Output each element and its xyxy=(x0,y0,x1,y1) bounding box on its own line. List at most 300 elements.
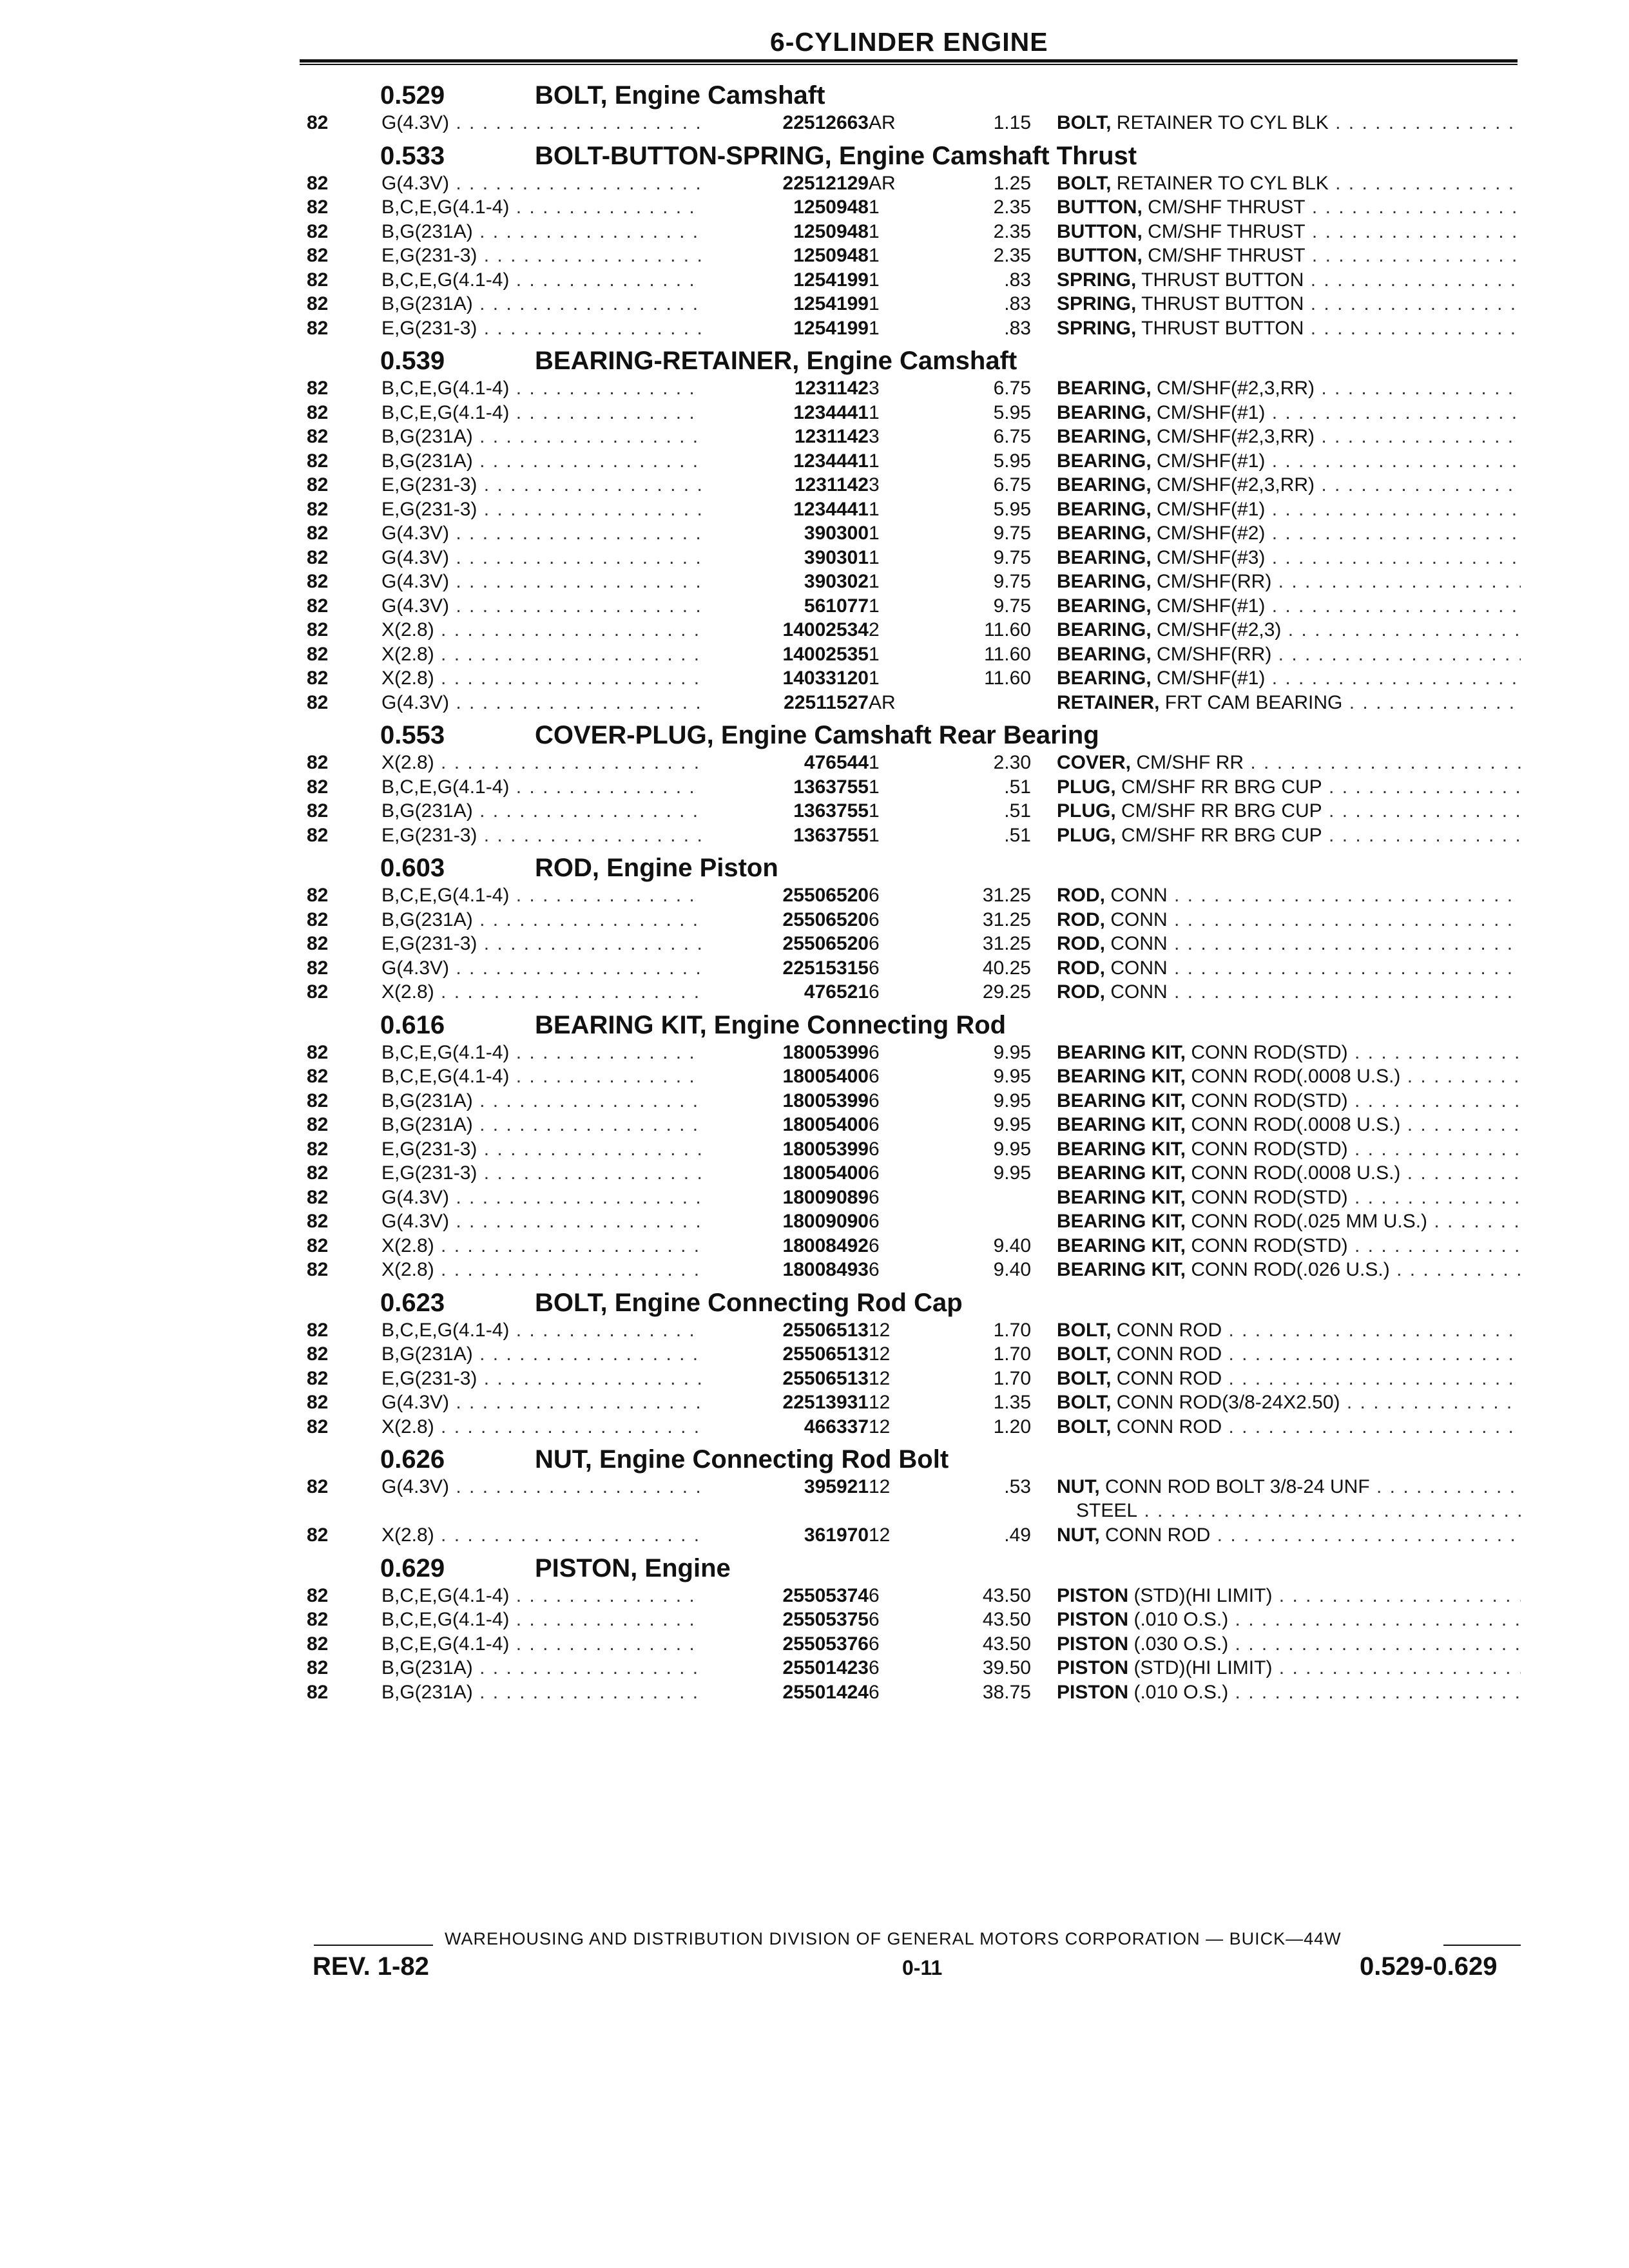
part-number: 18009090 xyxy=(702,1211,869,1233)
part-row xyxy=(0,1137,1629,1162)
part-description xyxy=(1057,1416,1521,1438)
part-noun: BEARING, xyxy=(1057,378,1152,399)
model-code: B,G(231A) . . . xyxy=(381,909,723,931)
footer-revision: REV. 1-82 xyxy=(313,1952,429,1981)
quantity: 3 xyxy=(869,378,880,399)
model-year: 82 xyxy=(307,245,329,266)
part-description xyxy=(1057,474,1521,496)
model-year: 82 xyxy=(307,776,329,798)
part-number: 22515315 xyxy=(702,957,869,979)
part-noun: BEARING, xyxy=(1057,595,1152,617)
quantity: 6 xyxy=(869,1584,880,1606)
list-price: 9.95 xyxy=(993,1066,1031,1087)
model-code: X(2.8) . . . xyxy=(381,1416,723,1438)
part-noun: ROD, xyxy=(1057,933,1105,954)
part-number: 18005400 xyxy=(702,1162,869,1184)
part-noun: ROD, xyxy=(1057,981,1105,1003)
quantity: 6 xyxy=(869,1681,880,1703)
quantity: 1 xyxy=(869,776,880,798)
model-year: 82 xyxy=(307,571,329,592)
part-number: 1363755 xyxy=(702,776,869,798)
part-number: 561077 xyxy=(702,595,869,617)
list-price: 11.60 xyxy=(984,643,1031,665)
header-rule-thin xyxy=(300,64,1518,65)
quantity: 6 xyxy=(869,1090,880,1111)
quantity: 6 xyxy=(869,1138,880,1160)
part-number: 22512663 xyxy=(702,112,869,134)
section-heading xyxy=(0,715,1629,751)
part-description-detail: CONN ROD(.026 U.S.) xyxy=(1186,1259,1390,1280)
part-description xyxy=(1057,1657,1521,1679)
part-row xyxy=(0,1318,1629,1343)
part-number: 14033120 xyxy=(702,668,869,689)
model-year: 82 xyxy=(307,1138,329,1160)
part-row xyxy=(0,1367,1629,1391)
part-noun: PISTON xyxy=(1057,1657,1129,1678)
quantity: 1 xyxy=(869,498,880,520)
list-price: 5.95 xyxy=(993,450,1031,472)
quantity: 6 xyxy=(869,1657,880,1678)
part-row xyxy=(0,883,1629,908)
model-year: 82 xyxy=(307,1392,329,1413)
part-description xyxy=(1057,595,1521,617)
part-row xyxy=(0,775,1629,800)
model-year: 82 xyxy=(307,498,329,520)
model-year: 82 xyxy=(307,378,329,399)
model-code: G(4.3V) . . . xyxy=(381,173,723,195)
part-noun: BEARING KIT, xyxy=(1057,1211,1186,1232)
part-number: 1234441 xyxy=(702,499,869,521)
part-noun: BEARING, xyxy=(1057,619,1152,640)
part-noun: BEARING, xyxy=(1057,450,1152,472)
quantity: 6 xyxy=(869,1162,880,1184)
part-number: 390302 xyxy=(702,571,869,593)
part-description-detail: CONN xyxy=(1105,981,1168,1003)
part-noun: BEARING, xyxy=(1057,546,1152,568)
part-number: 14002534 xyxy=(702,619,869,641)
part-description-detail: CONN ROD(.0008 U.S.) xyxy=(1186,1162,1401,1184)
part-noun: COVER, xyxy=(1057,752,1132,773)
model-code: B,C,E,G(4.1-4) . . . xyxy=(381,1042,723,1064)
model-year: 82 xyxy=(307,908,329,930)
section-code: 0.616 xyxy=(380,1010,445,1039)
footer-rule-right xyxy=(1443,1945,1521,1946)
model-code: X(2.8) . . . xyxy=(381,668,723,689)
part-row xyxy=(0,1475,1629,1523)
part-noun: BEARING, xyxy=(1057,474,1152,495)
part-row xyxy=(0,171,1629,196)
list-price: .51 xyxy=(1004,800,1031,822)
quantity: 6 xyxy=(869,1186,880,1208)
section-code: 0.529 xyxy=(380,81,445,110)
quantity: 12 xyxy=(869,1524,891,1546)
part-description-detail: CONN ROD BOLT 3/8-24 UNF xyxy=(1099,1476,1370,1497)
quantity: 6 xyxy=(869,1066,880,1087)
model-year: 82 xyxy=(307,1319,329,1341)
list-price: 2.35 xyxy=(993,220,1031,242)
quantity: 12 xyxy=(869,1343,891,1365)
part-description-detail: CONN ROD xyxy=(1111,1416,1222,1437)
list-price: 9.40 xyxy=(993,1259,1031,1280)
part-description-detail: CM/SHF(#2,3) xyxy=(1151,619,1282,640)
part-number: 22511527 xyxy=(702,692,869,714)
part-noun: PISTON xyxy=(1057,1609,1129,1630)
part-row xyxy=(0,908,1629,932)
part-description xyxy=(1057,1343,1521,1365)
list-price: 1.35 xyxy=(993,1392,1031,1413)
part-noun: BEARING, xyxy=(1057,668,1152,689)
part-description xyxy=(1057,173,1521,195)
part-description-detail: CM/SHF(#2,3,RR) xyxy=(1151,474,1315,495)
part-description-detail: CM/SHF(#3) xyxy=(1151,546,1266,568)
part-number: 1250948 xyxy=(702,221,869,243)
part-description-detail: CONN ROD(.0008 U.S.) xyxy=(1186,1066,1401,1087)
quantity: 6 xyxy=(869,1041,880,1063)
part-description xyxy=(1057,1162,1521,1184)
part-row xyxy=(0,292,1629,316)
model-code: B,C,E,G(4.1-4) . . . xyxy=(381,1066,723,1088)
list-price: 9.75 xyxy=(993,523,1031,544)
model-year: 82 xyxy=(307,1367,329,1389)
quantity: 1 xyxy=(869,450,880,472)
model-code: X(2.8) . . . xyxy=(381,981,723,1003)
model-code: B,G(231A) . . . xyxy=(381,1657,723,1679)
quantity: 6 xyxy=(869,981,880,1003)
part-noun: BOLT, xyxy=(1057,1392,1112,1413)
part-number: 14002535 xyxy=(702,644,869,666)
part-row xyxy=(0,1041,1629,1065)
part-description xyxy=(1057,1320,1521,1341)
part-row xyxy=(0,1523,1629,1548)
model-year: 82 xyxy=(307,668,329,689)
part-row xyxy=(0,666,1629,691)
part-description-detail: CONN ROD xyxy=(1111,1343,1222,1365)
part-number: 476544 xyxy=(702,752,869,774)
part-number: 1363755 xyxy=(702,800,869,822)
part-description xyxy=(1057,957,1521,979)
part-number: 18005399 xyxy=(702,1090,869,1112)
part-description-detail: CM/SHF(#1) xyxy=(1151,668,1266,689)
model-year: 82 xyxy=(307,197,329,218)
part-description-detail: CM/SHF(#1) xyxy=(1151,401,1266,423)
section-code: 0.629 xyxy=(380,1553,445,1582)
part-number: 18005399 xyxy=(702,1139,869,1160)
list-price: 43.50 xyxy=(982,1633,1031,1655)
part-number: 25501424 xyxy=(702,1682,869,1704)
part-row xyxy=(0,1113,1629,1137)
part-description-detail: THRUST BUTTON xyxy=(1136,293,1304,314)
part-noun: BEARING KIT, xyxy=(1057,1090,1186,1111)
part-noun: BOLT, xyxy=(1057,112,1112,133)
model-code: X(2.8) . . . xyxy=(381,619,723,641)
part-noun: BOLT, xyxy=(1057,172,1112,194)
part-noun: BUTTON, xyxy=(1057,197,1142,218)
part-description xyxy=(1057,800,1521,822)
part-description-detail: CONN ROD(3/8-24X2.50) xyxy=(1111,1392,1340,1413)
model-code: E,G(231-3) . . . xyxy=(381,933,723,955)
part-description-detail: CM/SHF(#1) xyxy=(1151,595,1266,617)
part-description xyxy=(1057,1524,1521,1546)
part-row xyxy=(0,956,1629,981)
part-description-detail: CM/SHF(#2,3,RR) xyxy=(1151,426,1315,447)
part-row xyxy=(0,1415,1629,1439)
quantity: 1 xyxy=(869,643,880,665)
part-description xyxy=(1057,1211,1521,1233)
section-heading xyxy=(0,135,1629,171)
part-noun: ROD, xyxy=(1057,885,1105,906)
model-year: 82 xyxy=(307,1259,329,1280)
model-code: G(4.3V) . . . xyxy=(381,1211,723,1233)
quantity: 1 xyxy=(869,523,880,544)
part-number: 1231142 xyxy=(702,378,869,399)
model-code: B,G(231A) . . . xyxy=(381,221,723,243)
quantity: 12 xyxy=(869,1476,891,1497)
quantity: 1 xyxy=(869,269,880,291)
model-code: G(4.3V) . . . xyxy=(381,523,723,544)
quantity: 1 xyxy=(869,293,880,314)
model-code: E,G(231-3) . . . xyxy=(381,474,723,496)
model-code: E,G(231-3) . . . xyxy=(381,1162,723,1184)
part-noun: SPRING, xyxy=(1057,269,1137,291)
part-noun: BEARING KIT, xyxy=(1057,1114,1186,1135)
list-price: 9.75 xyxy=(993,595,1031,617)
part-description xyxy=(1057,981,1521,1003)
model-year: 82 xyxy=(307,1609,329,1630)
list-price: 31.25 xyxy=(982,885,1031,906)
section-title: BOLT, Engine Connecting Rod Cap xyxy=(535,1288,963,1317)
parts-listing xyxy=(0,75,1629,1704)
list-price: 9.75 xyxy=(993,546,1031,568)
part-description-detail: CONN ROD xyxy=(1099,1524,1211,1546)
list-price: 2.35 xyxy=(993,197,1031,218)
quantity: 12 xyxy=(869,1392,891,1413)
part-noun: ROD, xyxy=(1057,908,1105,930)
part-description xyxy=(1057,112,1521,134)
model-year: 82 xyxy=(307,1162,329,1184)
part-row xyxy=(0,642,1629,667)
model-code: G(4.3V) . . . xyxy=(381,1392,723,1414)
model-code: B,C,E,G(4.1-4) . . . xyxy=(381,1320,723,1341)
model-year: 82 xyxy=(307,752,329,773)
part-number: 25506520 xyxy=(702,909,869,931)
part-number: 25506513 xyxy=(702,1343,869,1365)
list-price: 31.25 xyxy=(982,933,1031,954)
list-price: .51 xyxy=(1004,824,1031,846)
model-year: 82 xyxy=(307,474,329,495)
list-price: .49 xyxy=(1004,1524,1031,1546)
part-description xyxy=(1057,547,1521,569)
part-description-detail: CM/SHF(#2,3,RR) xyxy=(1151,378,1315,399)
section-code: 0.539 xyxy=(380,347,445,375)
part-description-detail: CONN xyxy=(1105,908,1168,930)
section-title: NUT, Engine Connecting Rod Bolt xyxy=(535,1445,949,1474)
quantity: 6 xyxy=(869,885,880,906)
quantity: 6 xyxy=(869,957,880,979)
part-description xyxy=(1057,776,1521,798)
model-code: G(4.3V) . . . xyxy=(381,595,723,617)
part-row xyxy=(0,1342,1629,1367)
part-number: 22512129 xyxy=(702,173,869,195)
list-price: 1.70 xyxy=(993,1319,1031,1341)
part-row xyxy=(0,497,1629,522)
section-title: BEARING KIT, Engine Connecting Rod xyxy=(535,1010,1007,1039)
list-price: 43.50 xyxy=(982,1584,1031,1606)
model-code: B,G(231A) . . . xyxy=(381,426,723,448)
part-description-detail: CM/SHF RR BRG CUP xyxy=(1115,800,1322,822)
part-number: 1231142 xyxy=(702,426,869,448)
part-noun: BOLT, xyxy=(1057,1319,1112,1341)
model-code: B,G(231A) . . . xyxy=(381,1090,723,1112)
list-price: 2.35 xyxy=(993,245,1031,266)
model-year: 82 xyxy=(307,957,329,979)
part-row xyxy=(0,1186,1629,1210)
part-number: 390301 xyxy=(702,547,869,569)
model-year: 82 xyxy=(307,172,329,194)
part-description xyxy=(1057,668,1521,689)
section-heading xyxy=(0,1548,1629,1584)
list-price: .51 xyxy=(1004,776,1031,798)
part-description xyxy=(1057,1585,1521,1607)
part-row xyxy=(0,618,1629,642)
part-row xyxy=(0,1680,1629,1705)
quantity: 1 xyxy=(869,317,880,339)
part-description xyxy=(1057,1682,1521,1704)
model-code: G(4.3V) . . . xyxy=(381,1476,723,1498)
quantity: 12 xyxy=(869,1319,891,1341)
section-code: 0.603 xyxy=(380,854,445,882)
part-noun: BEARING KIT, xyxy=(1057,1259,1186,1280)
model-year: 82 xyxy=(307,1681,329,1703)
part-description-detail: FRT CAM BEARING xyxy=(1159,691,1343,713)
part-noun: SPRING, xyxy=(1057,317,1137,339)
quantity: 6 xyxy=(869,1633,880,1655)
section-heading xyxy=(0,340,1629,376)
list-price: 9.95 xyxy=(993,1090,1031,1111)
part-description xyxy=(1057,1139,1521,1160)
list-price: 9.95 xyxy=(993,1162,1031,1184)
part-description xyxy=(1057,1259,1521,1281)
model-year: 82 xyxy=(307,1066,329,1087)
part-description xyxy=(1057,1368,1521,1390)
list-price: 9.40 xyxy=(993,1235,1031,1256)
model-year: 82 xyxy=(307,112,329,133)
quantity: 2 xyxy=(869,619,880,640)
list-price: 9.95 xyxy=(993,1114,1031,1135)
model-year: 82 xyxy=(307,1041,329,1063)
part-number: 18008492 xyxy=(702,1235,869,1257)
part-noun: BEARING, xyxy=(1057,571,1152,592)
list-price: .83 xyxy=(1004,293,1031,314)
part-description xyxy=(1057,909,1521,931)
part-description xyxy=(1057,221,1521,243)
part-description-detail: THRUST BUTTON xyxy=(1136,269,1304,291)
model-code: B,C,E,G(4.1-4) . . . xyxy=(381,197,723,218)
model-code: B,G(231A) . . . xyxy=(381,1682,723,1704)
part-description xyxy=(1057,692,1521,714)
part-number: 1254199 xyxy=(702,269,869,291)
part-description xyxy=(1057,1633,1521,1655)
model-code: E,G(231-3) . . . xyxy=(381,1139,723,1160)
part-number: 1250948 xyxy=(702,245,869,267)
part-description-detail: (STD)(HI LIMIT) xyxy=(1128,1657,1273,1678)
header-rule xyxy=(300,59,1518,62)
part-noun: SPRING, xyxy=(1057,293,1137,314)
part-description xyxy=(1057,644,1521,666)
part-row xyxy=(0,449,1629,474)
part-number: 466337 xyxy=(702,1416,869,1438)
part-description-detail: (.010 O.S.) xyxy=(1128,1609,1229,1630)
part-description xyxy=(1057,378,1521,399)
quantity: 6 xyxy=(869,933,880,954)
part-description-detail: CM/SHF THRUST xyxy=(1142,197,1306,218)
part-noun: NUT, xyxy=(1057,1524,1100,1546)
part-noun: NUT, xyxy=(1057,1476,1100,1497)
part-noun: RETAINER, xyxy=(1057,691,1160,713)
part-description xyxy=(1057,933,1521,955)
model-year: 82 xyxy=(307,293,329,314)
model-year: 82 xyxy=(307,824,329,846)
part-description-detail: CONN ROD(STD) xyxy=(1186,1186,1348,1208)
part-description xyxy=(1057,1187,1521,1209)
model-code: B,G(231A) . . . xyxy=(381,800,723,822)
model-year: 82 xyxy=(307,1657,329,1678)
model-code: B,C,E,G(4.1-4) . . . xyxy=(381,269,723,291)
quantity: 6 xyxy=(869,1211,880,1232)
model-code: X(2.8) . . . xyxy=(381,752,723,774)
list-price: .83 xyxy=(1004,269,1031,291)
quantity: 3 xyxy=(869,426,880,447)
quantity: 1 xyxy=(869,668,880,689)
part-description xyxy=(1057,1066,1521,1088)
part-description xyxy=(1057,426,1521,448)
part-noun: BOLT, xyxy=(1057,1416,1112,1437)
part-description-detail: CONN ROD(.025 MM U.S.) xyxy=(1186,1211,1428,1232)
model-year: 82 xyxy=(307,1343,329,1365)
part-row xyxy=(0,1234,1629,1258)
part-noun: BEARING, xyxy=(1057,426,1152,447)
part-noun: BEARING KIT, xyxy=(1057,1041,1186,1063)
section-code: 0.623 xyxy=(380,1288,445,1317)
section-code: 0.553 xyxy=(380,721,445,749)
section-title: ROD, Engine Piston xyxy=(535,854,778,882)
model-year: 82 xyxy=(307,546,329,568)
list-price: 6.75 xyxy=(993,378,1031,399)
model-code: B,C,E,G(4.1-4) . . . xyxy=(381,885,723,907)
model-year: 82 xyxy=(307,450,329,472)
part-noun: BOLT, xyxy=(1057,1367,1112,1389)
model-year: 82 xyxy=(307,1476,329,1497)
part-number: 1363755 xyxy=(702,825,869,847)
part-description-detail: THRUST BUTTON xyxy=(1136,317,1304,339)
model-code: E,G(231-3) . . . xyxy=(381,499,723,521)
quantity: 1 xyxy=(869,595,880,617)
part-noun: BEARING KIT, xyxy=(1057,1186,1186,1208)
part-description-detail: CONN ROD(STD) xyxy=(1186,1041,1348,1063)
model-year: 82 xyxy=(307,220,329,242)
part-row xyxy=(0,1089,1629,1113)
part-row xyxy=(0,1390,1629,1415)
part-number: 1234441 xyxy=(702,450,869,472)
part-description-detail: CM/SHF(#1) xyxy=(1151,498,1266,520)
model-year: 82 xyxy=(307,691,329,713)
part-noun: BUTTON, xyxy=(1057,245,1142,266)
part-description xyxy=(1057,619,1521,641)
model-year: 82 xyxy=(307,1524,329,1546)
part-noun: BEARING, xyxy=(1057,523,1152,544)
model-code: G(4.3V) . . . xyxy=(381,112,723,134)
part-row xyxy=(0,111,1629,135)
part-description xyxy=(1057,752,1521,774)
